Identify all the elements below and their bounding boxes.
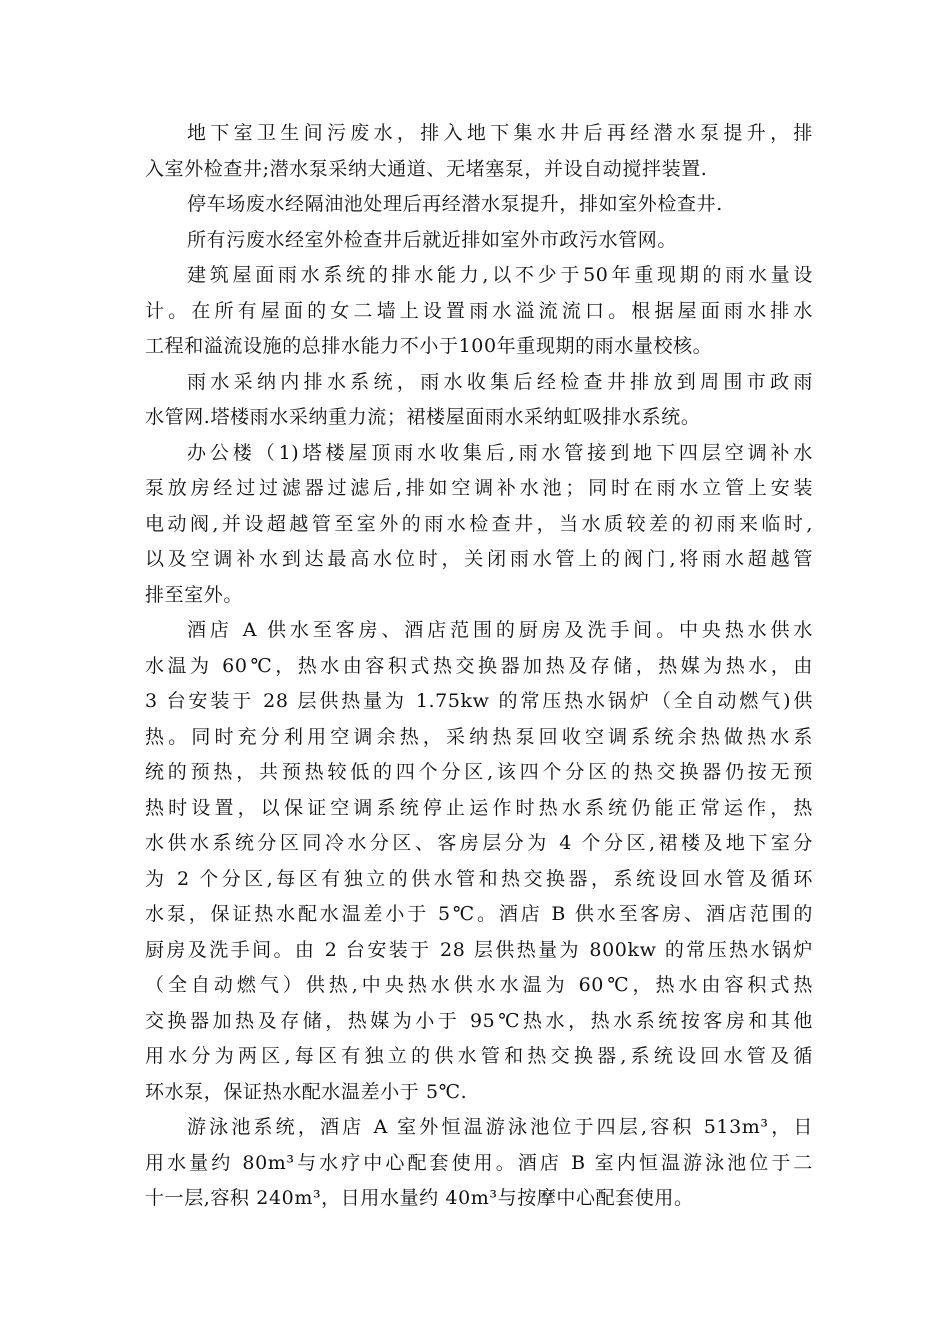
paragraph-line: 交换器加热及存储，热媒为小于 95℃热水，热水系统按客房和其他 bbox=[145, 1009, 813, 1032]
paragraph-line: 用水分为两区,每区有独立的供水管和热交换器,系统设回水管及循 bbox=[145, 1045, 813, 1067]
paragraph-line: 泵放房经过过滤器过滤后,排如空调补水池；同时在雨水立管上安装 bbox=[145, 477, 813, 499]
paragraph-line: 3 台安装于 28 层供热量为 1.75kw 的常压热水锅炉（全自动燃气)供 bbox=[145, 690, 813, 712]
paragraph-line: 水泵，保证热水配水温差小于 5℃。酒店 B 供水至客房、酒店范围的 bbox=[145, 903, 813, 925]
paragraph-line: 用水量约 80m³与水疗中心配套使用。酒店 B 室内恒温游泳池位于二 bbox=[145, 1151, 813, 1174]
paragraph-line: 水供水系统分区同冷水分区、客房层分为 4 个分区,裙楼及地下室分 bbox=[145, 832, 813, 854]
paragraph-line: 工程和溢流设施的总排水能力不小于100年重现期的雨水量校核。 bbox=[145, 335, 713, 357]
paragraph-line: 地下室卫生间污废水，排入地下集水井后再经潜水泵提升，排 bbox=[187, 122, 813, 144]
paragraph-line: 电动阀,并设超越管至室外的雨水检查井，当水质较差的初雨来临时, bbox=[145, 512, 813, 535]
paragraph-line: 排至室外。 bbox=[145, 583, 244, 606]
paragraph-line: 热时设置，以保证空调系统停止运作时热水系统仍能正常运作，热 bbox=[145, 796, 813, 819]
paragraph-line: 热。同时充分利用空调余热，采纳热泵回收空调系统余热做热水系 bbox=[145, 725, 813, 748]
paragraph-line: 以及空调补水到达最高水位时，关闭雨水管上的阀门,将雨水超越管 bbox=[145, 548, 813, 570]
document-body bbox=[145, 116, 813, 1217]
paragraph-line: 水管网.塔楼雨水采纳重力流；裙楼屋面雨水采纳虹吸排水系统。 bbox=[145, 406, 701, 428]
paragraph-line: 统的预热，共预热较低的四个分区,该四个分区的热交换器仍按无预 bbox=[145, 761, 813, 783]
paragraph-line: （全自动燃气）供热,中央热水供水水温为 60℃，热水由容积式热 bbox=[145, 974, 813, 996]
paragraph-line: 雨水采纳内排水系统，雨水收集后经检查井排放到周围市政雨 bbox=[187, 370, 813, 393]
paragraph-line: 酒店 A 供水至客房、酒店范围的厨房及洗手间。中央热水供水 bbox=[187, 619, 813, 641]
paragraph-line: 环水泵，保证热水配水温差小于 5℃. bbox=[145, 1080, 468, 1103]
paragraph-line: 十一层,容积 240m³，日用水量约 40m³与按摩中心配套使用。 bbox=[145, 1187, 694, 1209]
paragraph-line: 游泳池系统，酒店 A 室外恒温游泳池位于四层,容积 513m³，日 bbox=[187, 1116, 813, 1138]
paragraph-line: 厨房及洗手间。由 2 台安装于 28 层供热量为 800kw 的常压热水锅炉 bbox=[145, 938, 813, 961]
paragraph-line: 水温为 60℃，热水由容积式热交换器加热及存储，热媒为热水，由 bbox=[145, 654, 813, 677]
paragraph-line: 为 2 个分区,每区有独立的供水管和热交换器，系统设回水管及循环 bbox=[145, 867, 813, 890]
paragraph-line: 计。在所有屋面的女二墙上设置雨水溢流流口。根据屋面雨水排水 bbox=[145, 299, 813, 322]
paragraph-line: 入室外检查井;潜水泵采纳大通道、无堵塞泵，并设自动搅拌装置. bbox=[145, 157, 708, 180]
paragraph-line: 所有污废水经室外检查井后就近排如室外市政污水管网。 bbox=[187, 228, 678, 251]
paragraph-line: 建筑屋面雨水系统的排水能力,以不少于50年重现期的雨水量设 bbox=[187, 264, 813, 286]
paragraph-line: 办公楼（1)塔楼屋顶雨水收集后,雨水管接到地下四层空调补水 bbox=[187, 441, 813, 464]
paragraph-line: 停车场废水经隔油池处理后再经潜水泵提升，排如室外检查井. bbox=[187, 193, 723, 215]
